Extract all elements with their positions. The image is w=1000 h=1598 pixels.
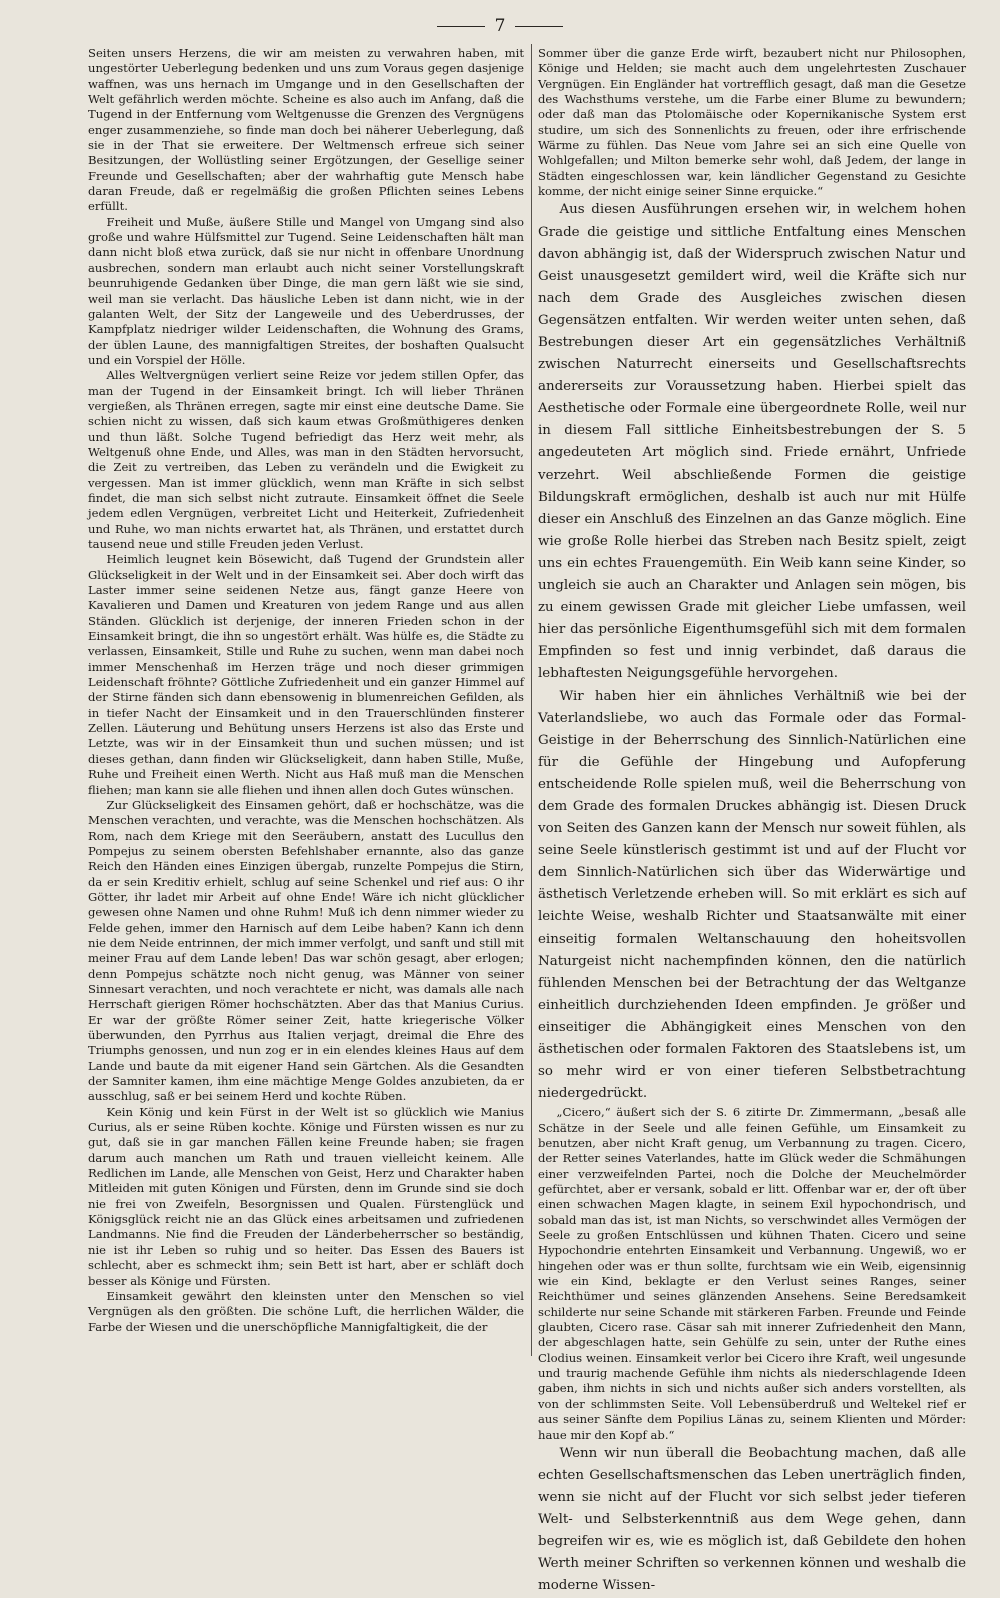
left-paragraph: Heimlich leugnet kein Bösewicht, daß Tugend der Grundstein aller Glückseligkeit in der Welt und in der Einsamkeit sei. Aber doch wirft das Laster immer seine seidenen Netze aus, fängt ganze Heere von Kavalieren und Damen und Kreaturen von jedem Range und aus allen Ständen. Glücklich ist derjenige, der inneren Frieden schon in der Einsamkeit bringt, die ihn so ungestört erhält. Was hülfe es, die Städte zu verlassen, Einsamkeit, Stille und Ruhe zu suchen, wenn man dabei noch immer Menschenhaß im Herzen träge und noch dieser grimmigen Leidenschaft fröhnte? Göttliche Zufriedenheit und ein ganzer Himmel auf der Stirne fänden sich dann ebensowenig in blumenreichen Gefilden, als in tiefer Nacht der Einsamkeit und in den Trauerschlünden finsterer Zellen. Läuterung und Behütung unsers Herzens ist also das Erste und Letzte, was wir in der Einsamkeit thun und suchen müssen; und ist dieses gethan, dann finden wir Glückseligkeit, dann haben Stille, Muße, Ruhe und Freiheit einen Werth. Nicht aus Haß muß man die Menschen fliehen; man kann sie alle fliehen und ihnen allen doch Gutes wünschen.	[88, 552, 524, 797]
column-divider	[531, 44, 532, 1356]
right-column	[538, 46, 966, 1594]
left-paragraph: Freiheit und Muße, äußere Stille und Mangel von Umgang sind also große und wahre Hülfsmittel zur Tugend. Seine Leidenschaften hält man dann nicht bloß etwa zurück, daß sie nur nicht in offenbare Unordnung ausbrechen, sondern man erlaubt auch nicht seiner Vorstellungskraft beunruhigende Gedanken über Dinge, die man gern läßt wie sie sind, weil man sie verlacht. Das häusliche Leben ist dann nicht, wie in der galanten Welt, der Sitz der Langeweile und des Ueberdrusses, der Kampfplatz niedriger wilder Leidenschaften, die Wohnung des Grams, der üblen Laune, des mannigfaltigen Streites, der boshaften Qualsucht und ein Vorspiel der Hölle.	[88, 214, 524, 367]
header-rule-right	[515, 26, 563, 27]
right-paragraph: Wenn wir nun überall die Beobachtung machen, daß alle echten Gesellschaftsmenschen das Leben unerträglich finden, wenn sie nicht auf der Flucht vor sich selbst jeder tieferen Welt- und Selbsterkenntniß aus dem Wege gehen, dann begreifen wir es, wie es möglich ist, daß Gebildete den hohen Werth meiner Schriften so verkennen können und weshalb die moderne Wissen-	[538, 1445, 966, 1594]
left-paragraph: Alles Weltvergnügen verliert seine Reize vor jedem stillen Opfer, das man der Tugend in der Einsamkeit bringt. Ich will lieber Thränen vergießen, als Thränen erregen, sagte mir einst eine deutsche Dame. Sie schien nicht zu wissen, daß sich kaum etwas Großmüthigeres denken und thun läßt. Solche Tugend befriedigt das Herz weit mehr, als Weltgenuß ohne Ende, und Alles, was man in den Städten hervorsucht, die Zeit zu vertreiben, das Leben zu verändeln und die Ewigkeit zu vergessen. Man ist immer glücklich, wenn man Kräfte in sich selbst findet, die man sich selbst nicht zutraute. Einsamkeit öffnet die Seele jedem edlen Vergnügen, verbreitet Licht und Heiterkeit, Zufriedenheit und Ruhe, wo man nichts erwartet hat, als Thränen, und erstattet durch tausend neue und stille Freuden jeden Verlust.	[88, 368, 524, 551]
right-paragraph: Sommer über die ganze Erde wirft, bezaubert nicht nur Philosophen, Könige und Helden; sie macht auch dem ungelehrtesten Zuschauer Vergnügen. Ein Engländer hat vortrefflich gesagt, daß man die Gesetze des Wachsthums verstehe, um die Farbe einer Blume zu bewundern; oder daß man das Ptolomäische oder Kopernikanische System erst studire, um sich des Sonnenlichts zu freuen, oder ihre erfrischende Wärme zu fühlen. Das Neue vom Jahre sei an sich eine Quelle von Wohlgefallen; und Milton bemerke sehr wohl, daß Jedem, der lange in Städten eingeschlossen war, kein ländlicher Gegenstand zu Gesichte komme, der nicht einige seiner Sinne erquicke.“	[538, 46, 966, 199]
right-paragraph: Aus diesen Ausführungen ersehen wir, in welchem hohen Grade die geistige und sittliche Entfaltung eines Menschen davon abhängig ist, daß der Widerspruch zwischen Natur und Geist unausgesetzt gemildert wird, weil die Kräfte sich nur nach dem Grade des Ausgleiches zwischen diesen Gegensätzen entfalten. Wir werden weiter unten sehen, daß Bestrebungen dieser Art ein gegensätzliches Verhältniß zwischen Naturrecht einerseits und Gesellschaftsrechts andererseits zur Voraussetzung haben. Hierbei spielt das Aesthetische oder Formale eine übergeordnete Rolle, weil nur in diesem Fall sittliche Einheitsbestrebungen der S. 5 angedeuteten Art möglich sind. Friede ernährt, Unfriede verzehrt. Weil abschließende Formen die geistige Bildungskraft ermöglichen, deshalb ist auch nur mit Hülfe dieser ein Anschluß des Einzelnen an das Ganze möglich. Eine wie große Rolle hierbei das Streben nach Besitz spielt, zeigt uns ein echtes Frauengemüth. Ein Weib kann seine Kinder, so ungleich sie auch an Charakter und Anlagen sein mögen, bis zu einem gewissen Grade mit gleicher Liebe umfassen, weil hier das persönliche Eigenthumsgefühl sich mit dem formalen Empfinden so fest und innig verbindet, daß daraus die lebhaftesten Neigungsgefühle hervorgehen.	[538, 202, 966, 682]
page-header	[0, 14, 1000, 38]
right-paragraph: „Cicero,“ äußert sich der S. 6 zitirte Dr. Zimmermann, „besaß alle Schätze in der Seele und alle feinen Gefühle, um Einsamkeit zu benutzen, aber nicht Kraft genug, um Verbannung zu tragen. Cicero, der Retter seines Vaterlandes, hatte im Glück weder die Schmähungen einer verzweifelnden Partei, noch die Dolche der Meuchelmörder gefürchtet, aber er versank, sobald er litt. Offenbar war er, der oft über einen schwachen Magen klagte, in seinem Exil hypochondrisch, und sobald man das ist, ist man Nichts, so verschwindet alles Vermögen der Seele zu großen Entschlüssen und kühnen Thaten. Cicero und seine Hypochondrie entehrten Einsamkeit und Verbannung. Ungewiß, wo er hingehen oder was er thun sollte, furchtsam wie ein Weib, eigensinnig wie ein Kind, beklagte er den Verlust seines Ranges, seiner Reichthümer und seines glänzenden Ansehens. Seine Beredsamkeit schilderte nur seine Schande mit stärkeren Farben. Freunde und Feinde glaubten, Cicero rase. Cäsar sah mit innerer Zufriedenheit den Mann, der abgeschlagen hatte, sein Gehülfe zu sein, unter der Ruthe eines Clodius weinen. Einsamkeit verlor bei Cicero ihre Kraft, weil ungesunde und traurig machende Gefühle ihm nichts als niederschlagende Ideen gaben, ihm nichts in sich und nichts außer sich anders vorstellten, als von der schlimmsten Seite. Voll Lebensüberdruß und Weltekel rief er aus seiner Sänfte dem Popilius Länas zu, seinem Klienten und Mörder: haue mir den Kopf ab.“	[538, 1105, 966, 1442]
left-paragraph: Einsamkeit gewährt den kleinsten unter den Menschen so viel Vergnügen als den größten. Die schöne Luft, die herrlichen Wälder, die Farbe der Wiesen und die unerschöpfliche Mannigfaltigkeit, die der	[88, 1288, 524, 1334]
right-paragraph: Wir haben hier ein ähnliches Verhältniß wie bei der Vaterlandsliebe, wo auch das Formale oder das Formal-Geistige in der Beherrschung des Sinnlich-Natürlichen eine für die Gefühle der Hingebung und Aufopferung entscheidende Rolle spielen muß, weil die Beherrschung von dem Grade des formalen Druckes abhängig ist. Diesen Druck von Seiten des Ganzen kann der Mensch nur soweit fühlen, als seine Seele künstlerisch gestimmt ist und auf der Flucht vor dem Sinnlich-Natürlichen sich über das Widerwärtige und ästhetisch Verletzende erheben will. So mit erklärt es sich auf leichte Weise, weshalb Richter und Staatsanwälte mit einer einseitig formalen Weltanschauung den hoheitsvollen Naturgeist nicht nachempfinden können, den die natürlich fühlenden Menschen bei der Betrachtung der das Weltganze einheitlich durchziehenden Ideen empfinden. Je größer und einseitiger die Abhängigkeit eines Menschen von den ästhetischen oder formalen Faktoren des Staatslebens ist, um so mehr wird er von einer tieferen Selbstbetrachtung niedergedrückt.	[538, 688, 966, 1102]
left-column	[88, 46, 524, 1364]
left-paragraph: Seiten unsers Herzens, die wir am meisten zu verwahren haben, mit ungestörter Ueberlegung bedenken und uns zum Voraus gegen dasjenige waffnen, was uns hernach im Umgange und in den Gesellschaften der Welt gefährlich werden möchte. Scheine es also auch im Anfang, daß die Tugend in der Entfernung vom Weltgenusse die Grenzen des Vergnügens enger zusammenziehe, so finde man doch bei näherer Ueberlegung, daß sie in der That sie erweitere. Der Weltmensch erfreue sich seiner Besitzungen, der Wollüstling seiner Ergötzungen, der Gesellige seiner Freunde und Gesellschaften; aber der wahrhaftig gute Mensch habe daran Freude, daß er regelmäßig die großen Pflichten seines Lebens erfüllt.	[88, 46, 524, 214]
left-paragraph: Zur Glückseligkeit des Einsamen gehört, daß er hochschätze, was die Menschen verachten, und verachte, was die Menschen hochschätzen. Als Rom, nach dem Kriege mit den Seeräubern, anstatt des Lucullus den Pompejus zu seinem obersten Befehlshaber ernannte, also das ganze Reich den Händen eines Einzigen übergab, runzelte Pompejus die Stirn, da er sein Kreditiv erhielt, schlug auf seine Schenkel und rief aus: O ihr Götter, ihr ladet mir Arbeit auf ohne Ende! Wäre ich nicht glücklicher gewesen ohne Namen und ohne Ruhm! Muß ich denn nimmer wieder zu Felde gehen, immer den Harnisch auf dem Leibe haben? Kann ich denn nie dem Neide entrinnen, der mich immer verfolgt, und sanft und still mit meiner Frau auf dem Lande leben! Das war schön gesagt, aber erlogen; denn Pompejus schätzte noch nicht genug, was Männer von seiner Sinnesart verachten, und noch verachtete er nicht, was damals alle nach Herrschaft gierigen Römer hochschätzten. Aber das that Manius Curius. Er war der größte Römer seiner Zeit, hatte kriegerische Völker überwunden, den Pyrrhus aus Italien verjagt, dreimal die Ehre des Triumphs genossen, und nun zog er in ein elendes kleines Haus auf dem Lande und baute da mit eigener Hand sein Gärtchen. Als die Gesandten der Samniter kamen, ihm eine mächtige Menge Goldes anzubieten, da er ausschlug, saß er bei seinem Herd und kochte Rüben.	[88, 797, 524, 1104]
header-rule-left	[437, 26, 485, 27]
left-paragraph: Kein König und kein Fürst in der Welt ist so glücklich wie Manius Curius, als er seine Rüben kochte. Könige und Fürsten wissen es nur zu gut, daß sie in gar manchen Fällen keine Freunde haben; sie fragen darum auch manchen um Rath und trauen vielleicht keinem. Alle Redlichen im Lande, alle Menschen von Geist, Herz und Charakter haben Mitleiden mit guten Königen und Fürsten, denn im Grunde sind sie doch nie frei von Zweifeln, Besorgnissen und Qualen. Fürstenglück und Königsglück reicht nie an das Glück eines arbeitsamen und zufriedenen Landmanns. Nie find die Freuden der Länderbeherrscher so beständig, nie ist ihr Leben so ruhig und so heiter. Das Essen des Bauers ist schlecht, aber es schmeckt ihm; sein Bett ist hart, aber er schläft doch besser als Könige und Fürsten.	[88, 1104, 524, 1288]
page-number: 7	[494, 16, 506, 36]
